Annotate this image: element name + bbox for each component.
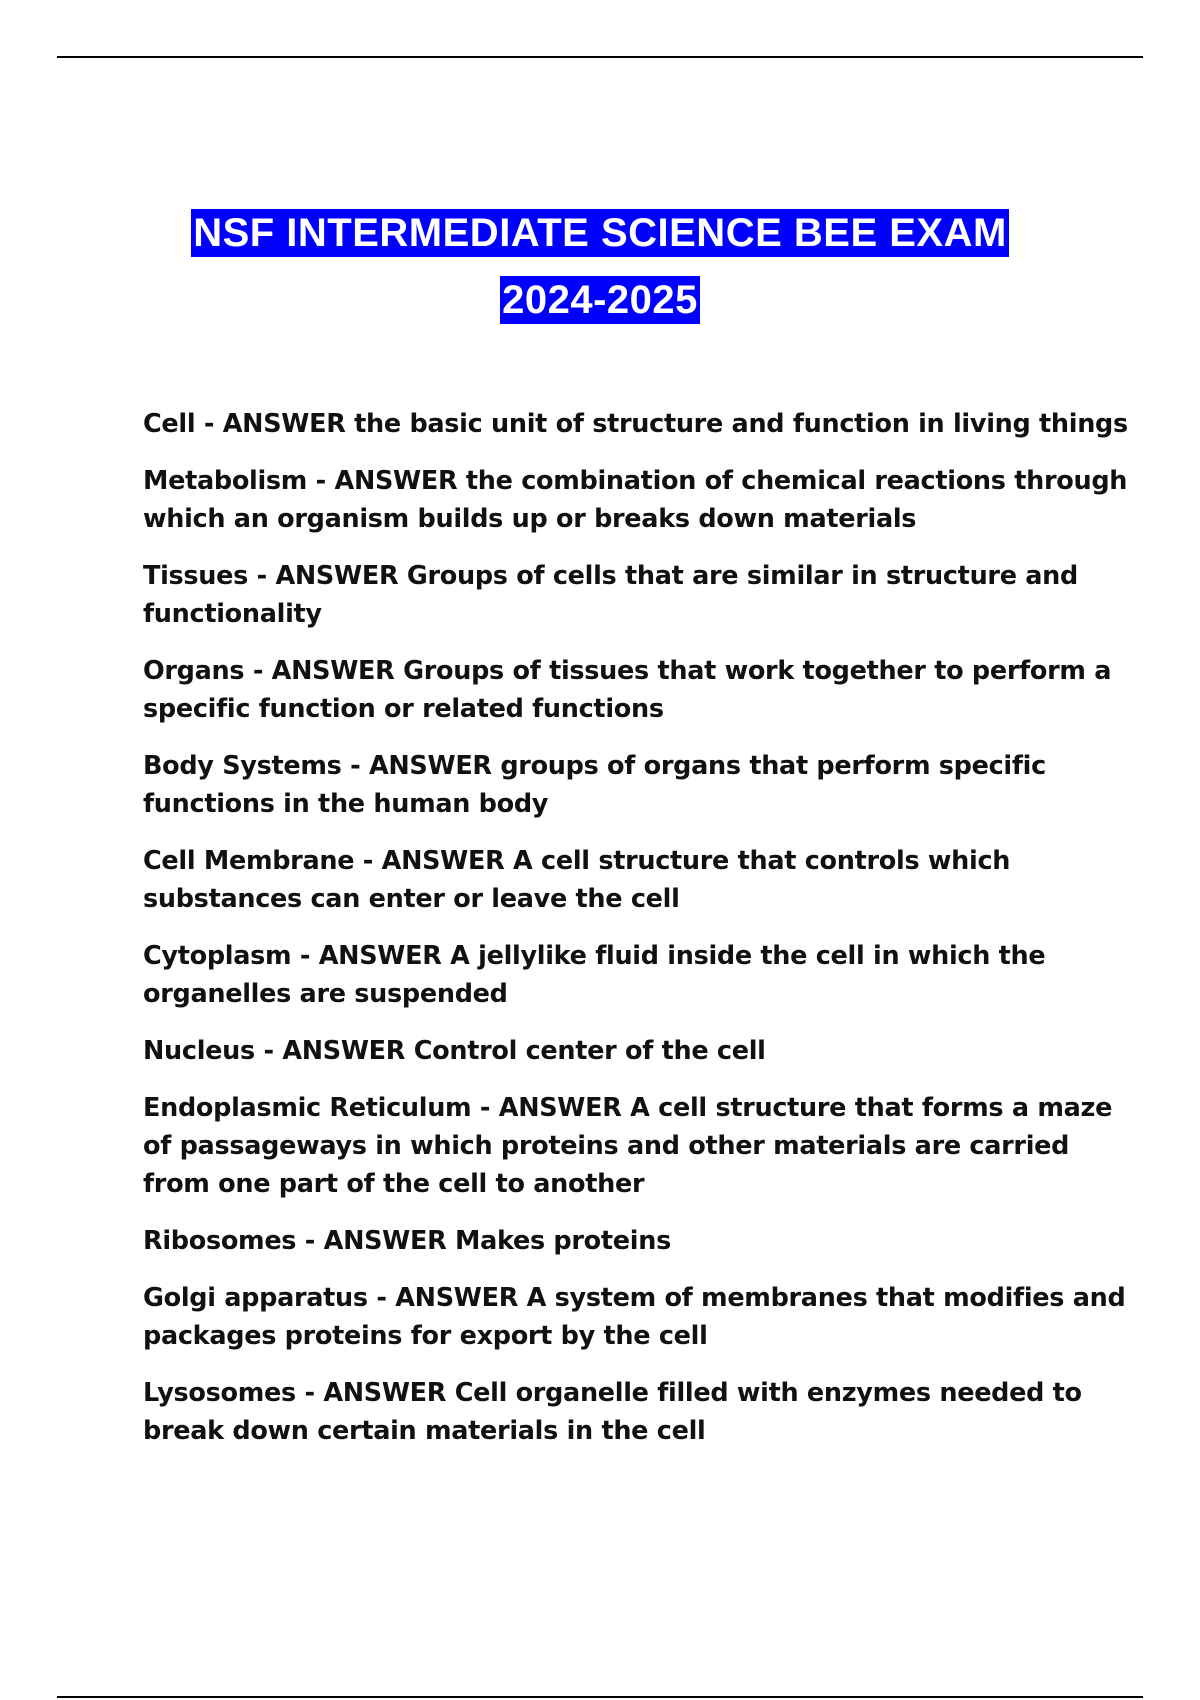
qa-list — [143, 405, 1143, 1469]
qa-entry-cell: Cell - ANSWER the basic unit of structure and function in living things — [143, 409, 1128, 439]
qa-entry-ribosomes: Ribosomes - ANSWER Makes proteins — [143, 1226, 671, 1256]
qa-entry-metabolism: Metabolism - ANSWER the combination of chemical reactions through which an organism builds up or breaks down materials — [143, 466, 1128, 534]
qa-entry-cytoplasm: Cytoplasm - ANSWER A jellylike fluid inside the cell in which the organelles are suspended — [143, 941, 1046, 1009]
qa-entry-cell-membrane: Cell Membrane - ANSWER A cell structure that controls which substances can enter or leave the cell — [143, 846, 1011, 914]
top-divider — [57, 56, 1143, 58]
title-line-2 — [0, 267, 1200, 334]
title-text-2: 2024-2025 — [502, 278, 698, 322]
qa-entry-lysosomes: Lysosomes - ANSWER Cell organelle filled with enzymes needed to break down certain materials in the cell — [143, 1378, 1082, 1446]
title-text-1: NSF INTERMEDIATE SCIENCE BEE EXAM — [193, 211, 1007, 255]
qa-entry-body-systems: Body Systems - ANSWER groups of organs that perform specific functions in the human body — [143, 751, 1046, 819]
qa-entry-tissues: Tissues - ANSWER Groups of cells that are similar in structure and functionality — [143, 561, 1078, 629]
qa-entry-organs: Organs - ANSWER Groups of tissues that work together to perform a specific function or related functions — [143, 656, 1112, 724]
title-line-1 — [0, 200, 1200, 267]
qa-entry-golgi-apparatus: Golgi apparatus - ANSWER A system of membranes that modifies and packages proteins for export by the cell — [143, 1283, 1126, 1351]
document-title — [0, 200, 1200, 334]
bottom-divider — [57, 1696, 1143, 1698]
qa-entry-nucleus: Nucleus - ANSWER Control center of the cell — [143, 1036, 766, 1066]
qa-entry-endoplasmic-reticulum: Endoplasmic Reticulum - ANSWER A cell structure that forms a maze of passageways in which proteins and other materials are carried from one part of the cell to another — [143, 1093, 1113, 1199]
